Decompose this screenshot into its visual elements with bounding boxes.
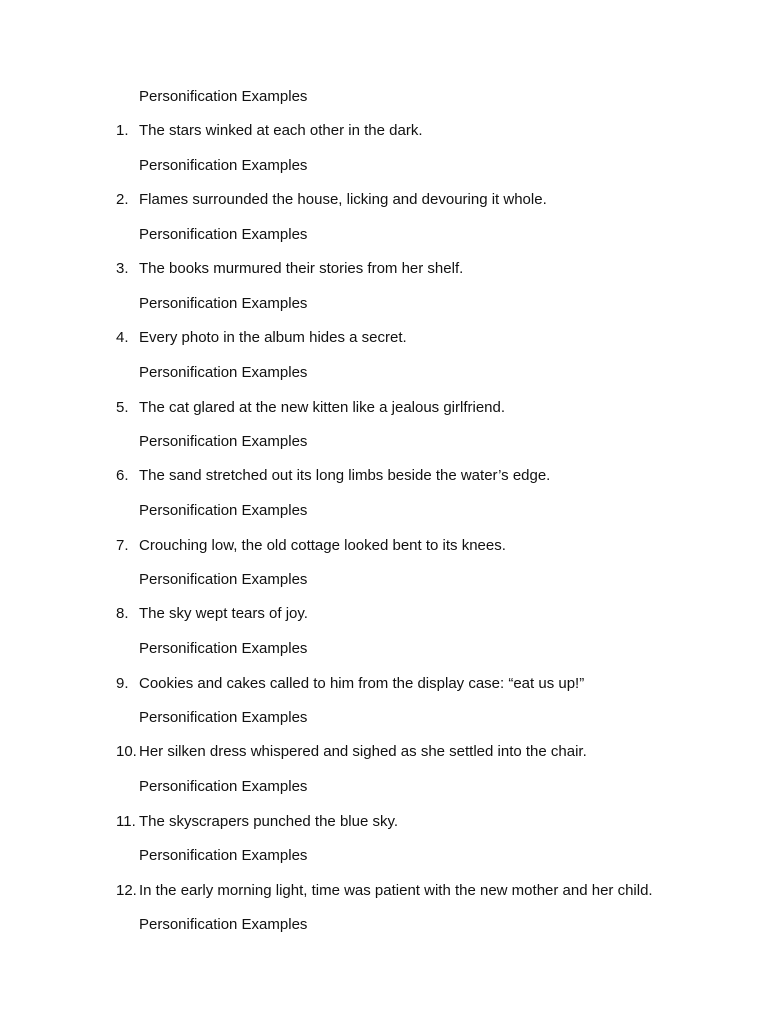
- list-item: [116, 882, 653, 900]
- item-text: The sand stretched out its long limbs beside the water’s edge.: [139, 467, 551, 484]
- heading-line: Personification Examples: [139, 226, 308, 243]
- heading-line: Personification Examples: [139, 295, 308, 312]
- item-number: 5.: [116, 399, 129, 416]
- item-text: Cookies and cakes called to him from the display case: “eat us up!”: [139, 675, 585, 692]
- list-item: [116, 122, 422, 140]
- list-item: [116, 191, 547, 209]
- item-number: 6.: [116, 467, 129, 484]
- heading-line: Personification Examples: [139, 364, 308, 381]
- heading-line: Personification Examples: [139, 88, 308, 105]
- item-text: In the early morning light, time was patient with the new mother and her child.: [139, 882, 653, 899]
- item-number: 1.: [116, 122, 129, 139]
- list-item: [116, 813, 398, 831]
- item-text: The books murmured their stories from her shelf.: [139, 260, 464, 277]
- heading-line: Personification Examples: [139, 778, 308, 795]
- item-text: The stars winked at each other in the dark.: [139, 122, 423, 139]
- list-item: [116, 537, 506, 555]
- list-item: [116, 743, 587, 761]
- list-item: [116, 260, 463, 278]
- item-text: Her silken dress whispered and sighed as she settled into the chair.: [139, 743, 587, 760]
- item-number: 11.: [116, 813, 136, 830]
- item-text: The cat glared at the new kitten like a jealous girlfriend.: [139, 399, 506, 416]
- item-text: The skyscrapers punched the blue sky.: [139, 813, 399, 830]
- item-number: 2.: [116, 191, 129, 208]
- item-text: Flames surrounded the house, licking and devouring it whole.: [139, 191, 547, 208]
- list-item: [116, 329, 407, 347]
- item-number: 7.: [116, 537, 129, 554]
- list-item: [116, 605, 308, 623]
- item-number: 4.: [116, 329, 129, 346]
- heading-line: Personification Examples: [139, 157, 308, 174]
- heading-line: Personification Examples: [139, 916, 308, 933]
- list-item: [116, 467, 550, 485]
- list-item: [116, 399, 505, 417]
- heading-line: Personification Examples: [139, 433, 308, 450]
- heading-line: Personification Examples: [139, 847, 308, 864]
- item-text: Crouching low, the old cottage looked bent to its knees.: [139, 537, 506, 554]
- item-text: The sky wept tears of joy.: [139, 605, 308, 622]
- heading-line: Personification Examples: [139, 502, 308, 519]
- heading-line: Personification Examples: [139, 640, 308, 657]
- item-number: 10.: [116, 743, 137, 760]
- list-item: [116, 675, 584, 693]
- item-number: 3.: [116, 260, 129, 277]
- heading-line: Personification Examples: [139, 571, 308, 588]
- heading-line: Personification Examples: [139, 709, 308, 726]
- item-number: 12.: [116, 882, 137, 899]
- item-number: 9.: [116, 675, 129, 692]
- item-text: Every photo in the album hides a secret.: [139, 329, 407, 346]
- item-number: 8.: [116, 605, 129, 622]
